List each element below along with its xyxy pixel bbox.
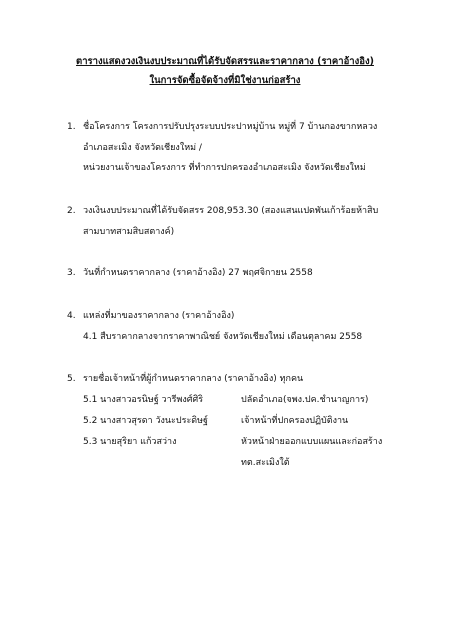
item-1-agency: หน่วยงานเจ้าของโครงการ ที่ทำการปกครองอำเภอสะเมิง จังหวัดเชียงใหม่ [83,163,366,173]
item-5-officials-heading: รายชื่อเจ้าหน้าที่ผู้กำหนดราคากลาง (ราคาอ้างอิง) ทุกคน [83,374,304,384]
item-3-number: 3. [67,268,76,278]
item-3-price-date: วันที่กำหนดราคากลาง (ราคาอ้างอิง) 27 พฤศจิกายน 2558 [83,268,313,278]
member-role: ปลัดอำเภอ(จพง.ปค.ชำนาญการ) [241,395,369,405]
item-1-location: อำเภอสะเมิง จังหวัดเชียงใหม่ / [83,143,202,153]
member-name: 5.2 นางสาวสุรดา วังนะประดิษฐ์ [83,416,209,426]
item-4-number: 4. [67,311,76,321]
document-subtitle: ในการจัดซื้อจัดจ้างที่มิใช่งานก่อสร้าง [149,75,301,86]
item-1-number: 1. [67,122,76,132]
item-4-price-source: แหล่งที่มาของราคากลาง (ราคาอ้างอิง) [83,311,235,321]
member-role-continued: ทต.สะเมิงใต้ [241,458,290,468]
member-role: เจ้าหน้าที่ปกครองปฏิบัติงาน [241,416,349,426]
member-role: หัวหน้าฝ่ายออกแบบแผนและก่อสร้าง [241,437,383,447]
item-5-number: 5. [67,374,76,384]
item-4-source-detail: 4.1 สืบราคากลางจากราคาพาณิชย์ จังหวัดเชียงใหม่ เดือนตุลาคม 2558 [83,332,363,342]
document-title: ตารางแสดงวงเงินงบประมาณที่ได้รับจัดสรรและราคากลาง (ราคาอ้างอิง) [76,56,374,67]
member-name: 5.1 นางสาวอรนิษฐ์ วารีพงศ์ศิริ [83,395,204,405]
item-2-budget-words: สามบาทสามสิบสตางค์) [83,227,175,237]
item-2-number: 2. [67,206,76,216]
item-2-budget: วงเงินงบประมาณที่ได้รับจัดสรร 208,953.30 (สองแสนแปดพันเก้าร้อยห้าสิบ [83,206,379,216]
member-name: 5.3 นายสุริยา แก้วสว่าง [83,437,177,447]
item-1-project-name: ชื่อโครงการ โครงการปรับปรุงระบบประปาหมู่บ้าน หมู่ที่ 7 บ้านกองขากหลวง [83,122,378,132]
